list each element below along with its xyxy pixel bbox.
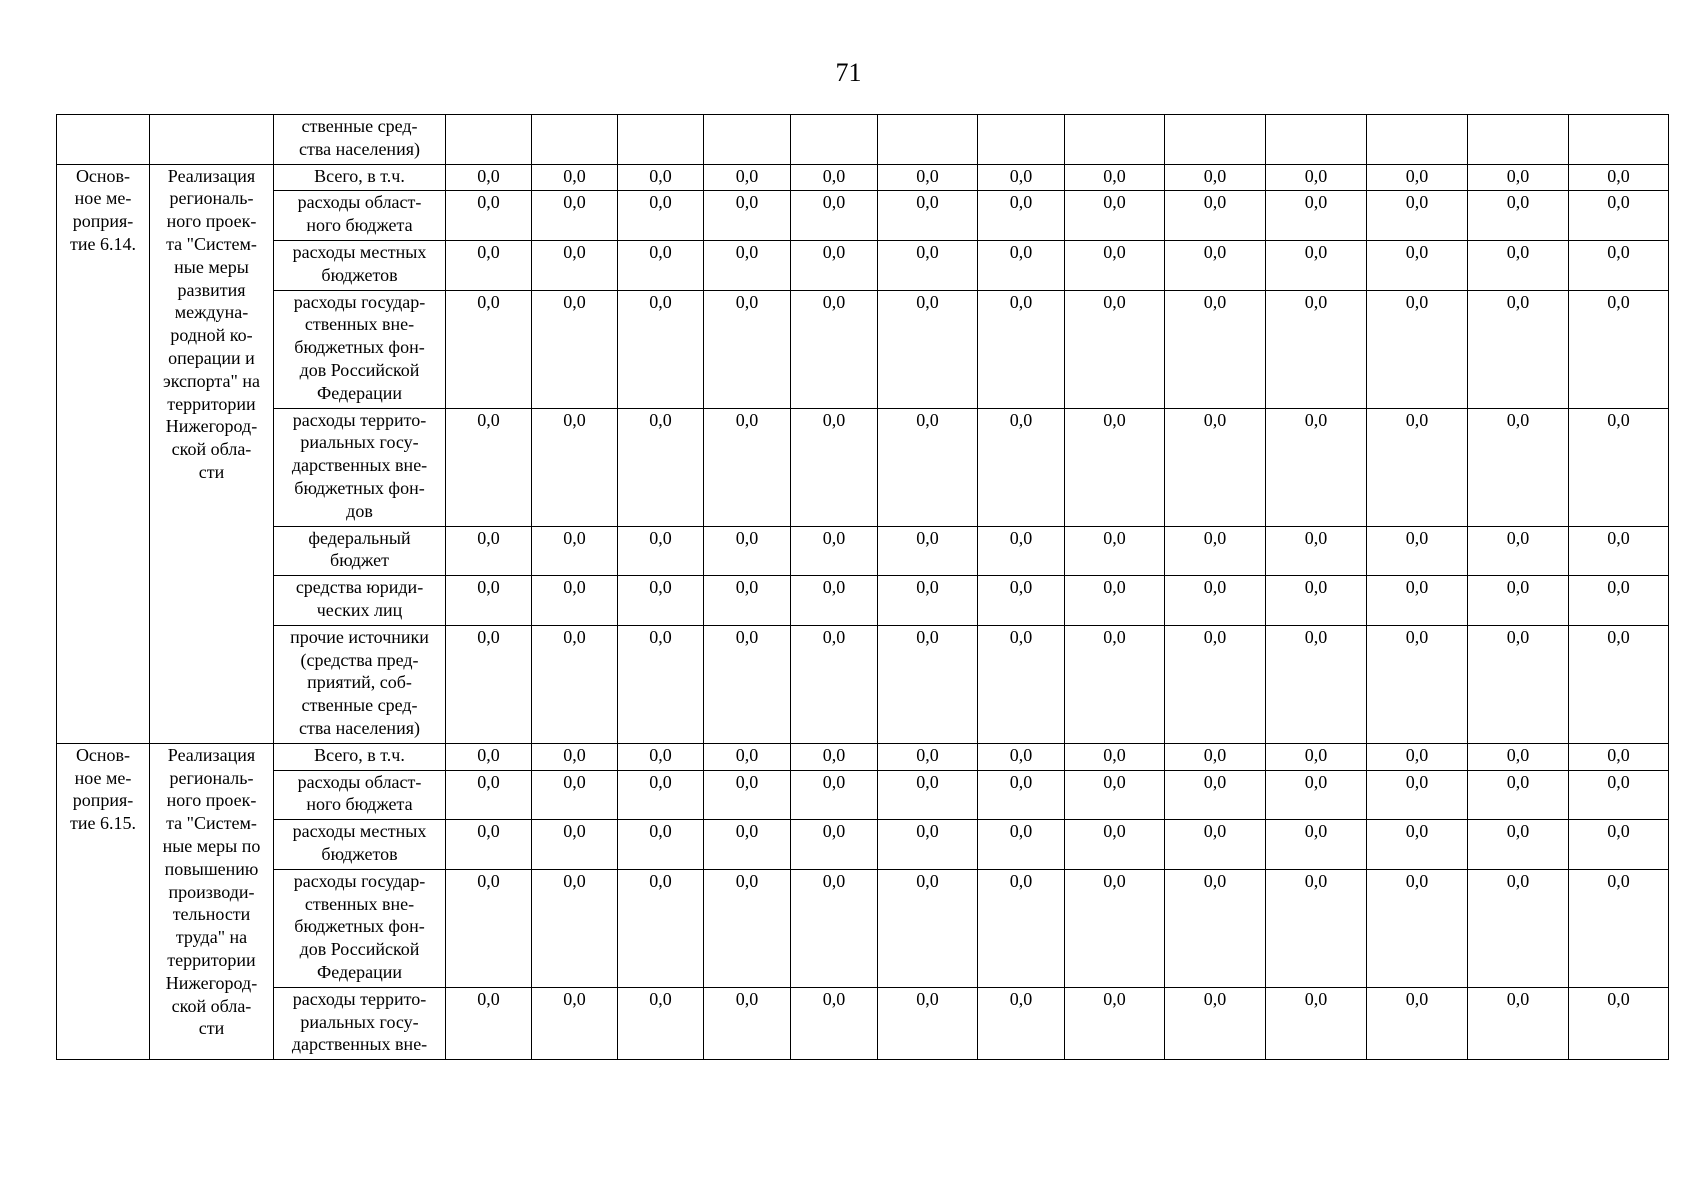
value-cell: 0,0 [791,770,878,820]
value-cell: 0,0 [1367,576,1468,626]
budget-table [56,114,1669,1060]
value-cell: 0,0 [878,987,978,1059]
funding-source-cell [274,164,446,191]
value-cell: 0,0 [1165,191,1266,241]
value-cell: 0,0 [1569,743,1669,770]
value-cell: 0,0 [878,290,978,408]
value-cell: 0,0 [704,191,791,241]
value-cell: 0,0 [1468,164,1569,191]
value-cell: 0,0 [1266,987,1367,1059]
value-cell: 0,0 [1165,164,1266,191]
value-cell: 0,0 [978,770,1065,820]
value-cell: 0,0 [446,770,532,820]
value-cell: 0,0 [878,164,978,191]
funding-source-label: расходы местных бюджетов [292,241,427,285]
value-cell: 0,0 [704,820,791,870]
value-cell: 0,0 [1165,240,1266,290]
value-cell: 0,0 [878,820,978,870]
table-row [57,987,1669,1059]
value-cell: 0,0 [1065,290,1165,408]
table-row [57,869,1669,987]
value-cell: 0,0 [1065,869,1165,987]
value-cell: 0,0 [878,408,978,526]
value-cell: 0,0 [978,526,1065,576]
value-cell: 0,0 [1367,987,1468,1059]
value-cell: 0,0 [1468,820,1569,870]
value-cell: 0,0 [791,408,878,526]
funding-source-label: расходы государ- ственных вне- бюджетных фон- дов Российской Федерации [293,291,426,403]
value-cell: 0,0 [1165,770,1266,820]
value-cell: 0,0 [1569,164,1669,191]
value-cell: 0,0 [1266,770,1367,820]
value-cell: 0,0 [1367,191,1468,241]
value-cell: 0,0 [1569,770,1669,820]
value-cell: 0,0 [978,191,1065,241]
value-cell: 0,0 [1065,164,1165,191]
value-cell: 0,0 [446,987,532,1059]
value-cell: 0,0 [1165,408,1266,526]
value-cell: 0,0 [446,164,532,191]
table-row-continuation [57,115,1669,165]
event-name: Реализация региональ- ного проек- та "Систем- ные меры развития междуна- родной ко- операции и экспорта" на территории Нижегород- ской обла- сти [163,165,260,482]
value-cell: 0,0 [532,625,618,743]
value-cell: 0,0 [446,408,532,526]
event-name-cell [150,743,274,1059]
value-cell: 0,0 [1065,408,1165,526]
value-cell: 0,0 [704,770,791,820]
funding-source-label: прочие источники (средства пред- приятий, соб- ственные сред- ства населения) [290,626,429,738]
value-cell: 0,0 [704,743,791,770]
value-cell: 0,0 [1165,526,1266,576]
value-cell: 0,0 [1065,576,1165,626]
value-cell: 0,0 [1065,191,1165,241]
value-cell: 0,0 [1468,576,1569,626]
funding-source-cell [274,987,446,1059]
value-cell: 0,0 [1468,987,1569,1059]
funding-source-cell [274,115,446,165]
value-cell: 0,0 [1266,625,1367,743]
value-cell: 0,0 [1367,820,1468,870]
value-cell: 0,0 [978,820,1065,870]
value-cell: 0,0 [1569,191,1669,241]
value-cell: 0,0 [1468,191,1569,241]
value-cell [1266,115,1367,165]
table-row [57,770,1669,820]
event-code-cell [57,115,150,165]
value-cell: 0,0 [1468,869,1569,987]
value-cell: 0,0 [1065,820,1165,870]
value-cell: 0,0 [1468,408,1569,526]
value-cell: 0,0 [1065,987,1165,1059]
value-cell: 0,0 [532,576,618,626]
value-cell: 0,0 [1266,290,1367,408]
table-row [57,743,1669,770]
value-cell: 0,0 [791,820,878,870]
value-cell: 0,0 [532,408,618,526]
value-cell: 0,0 [1165,869,1266,987]
value-cell [704,115,791,165]
table-row [57,526,1669,576]
value-cell: 0,0 [1569,576,1669,626]
value-cell: 0,0 [1468,526,1569,576]
value-cell: 0,0 [978,743,1065,770]
value-cell: 0,0 [446,869,532,987]
value-cell: 0,0 [1266,240,1367,290]
value-cell: 0,0 [618,820,704,870]
value-cell: 0,0 [978,408,1065,526]
value-cell: 0,0 [1367,290,1468,408]
funding-source-cell [274,625,446,743]
value-cell: 0,0 [1569,820,1669,870]
value-cell: 0,0 [1165,290,1266,408]
value-cell: 0,0 [1266,820,1367,870]
value-cell: 0,0 [1569,987,1669,1059]
value-cell: 0,0 [704,869,791,987]
value-cell: 0,0 [878,770,978,820]
value-cell: 0,0 [446,240,532,290]
funding-source-label: расходы област- ного бюджета [297,771,422,815]
value-cell [618,115,704,165]
value-cell [978,115,1065,165]
value-cell: 0,0 [704,164,791,191]
table-row [57,240,1669,290]
value-cell: 0,0 [978,625,1065,743]
value-cell: 0,0 [791,987,878,1059]
value-cell: 0,0 [791,576,878,626]
value-cell: 0,0 [532,526,618,576]
value-cell: 0,0 [704,240,791,290]
value-cell: 0,0 [791,743,878,770]
table-row [57,625,1669,743]
funding-source-label: ственные сред- ства населения) [299,116,420,159]
funding-source-label: федеральный бюджет [308,527,411,571]
value-cell: 0,0 [1569,625,1669,743]
value-cell: 0,0 [618,770,704,820]
value-cell: 0,0 [791,240,878,290]
value-cell [1569,115,1669,165]
value-cell: 0,0 [532,820,618,870]
funding-source-label: расходы террито- риальных госу- дарственных вне- бюджетных фон- дов [291,409,428,521]
value-cell: 0,0 [1367,240,1468,290]
value-cell: 0,0 [532,743,618,770]
funding-source-cell [274,869,446,987]
value-cell: 0,0 [878,869,978,987]
value-cell: 0,0 [978,240,1065,290]
value-cell: 0,0 [1569,240,1669,290]
funding-source-cell [274,770,446,820]
value-cell: 0,0 [1065,240,1165,290]
value-cell: 0,0 [978,987,1065,1059]
value-cell: 0,0 [1468,240,1569,290]
value-cell: 0,0 [1165,576,1266,626]
value-cell: 0,0 [978,576,1065,626]
value-cell: 0,0 [791,625,878,743]
value-cell: 0,0 [618,191,704,241]
value-cell: 0,0 [791,164,878,191]
value-cell: 0,0 [704,290,791,408]
value-cell: 0,0 [532,191,618,241]
value-cell: 0,0 [1165,743,1266,770]
value-cell: 0,0 [1165,820,1266,870]
value-cell: 0,0 [704,987,791,1059]
funding-source-cell [274,576,446,626]
value-cell [532,115,618,165]
funding-source-label: расходы государ- ственных вне- бюджетных фон- дов Российской Федерации [293,870,426,982]
event-code: Основ- ное ме- роприя- тие 6.14. [70,165,136,254]
value-cell [1367,115,1468,165]
value-cell: 0,0 [1065,526,1165,576]
value-cell: 0,0 [618,526,704,576]
event-name-cell [150,164,274,743]
value-cell: 0,0 [532,770,618,820]
value-cell: 0,0 [532,240,618,290]
value-cell: 0,0 [1266,869,1367,987]
event-name: Реализация региональ- ного проек- та "Систем- ные меры по повышению производи- тельности труда" на территории Нижегород- ской обла- сти [162,744,261,1039]
value-cell [446,115,532,165]
funding-source-label: расходы террито- риальных госу- дарственных вне- [291,988,428,1055]
value-cell: 0,0 [791,526,878,576]
funding-source-cell [274,820,446,870]
event-code-cell [57,743,150,1059]
value-cell: 0,0 [1569,526,1669,576]
value-cell: 0,0 [1266,743,1367,770]
value-cell: 0,0 [978,290,1065,408]
value-cell [1065,115,1165,165]
value-cell: 0,0 [618,408,704,526]
value-cell: 0,0 [1468,290,1569,408]
value-cell: 0,0 [1468,625,1569,743]
value-cell: 0,0 [1165,987,1266,1059]
event-code-cell [57,164,150,743]
value-cell: 0,0 [1266,191,1367,241]
event-name-cell [150,115,274,165]
value-cell: 0,0 [1266,408,1367,526]
funding-source-cell [274,526,446,576]
value-cell: 0,0 [1266,526,1367,576]
table-row [57,290,1669,408]
funding-source-label: Всего, в т.ч. [314,165,405,186]
value-cell: 0,0 [1065,625,1165,743]
value-cell: 0,0 [532,290,618,408]
value-cell: 0,0 [878,191,978,241]
table-row [57,576,1669,626]
funding-source-cell [274,290,446,408]
value-cell [791,115,878,165]
value-cell: 0,0 [1367,625,1468,743]
value-cell: 0,0 [446,290,532,408]
value-cell: 0,0 [1468,770,1569,820]
value-cell: 0,0 [878,743,978,770]
value-cell: 0,0 [1468,743,1569,770]
value-cell: 0,0 [704,576,791,626]
value-cell: 0,0 [618,290,704,408]
value-cell: 0,0 [791,191,878,241]
value-cell: 0,0 [446,743,532,770]
value-cell: 0,0 [1367,408,1468,526]
value-cell [878,115,978,165]
value-cell: 0,0 [1266,164,1367,191]
value-cell: 0,0 [791,290,878,408]
value-cell: 0,0 [532,987,618,1059]
table-row [57,408,1669,526]
value-cell: 0,0 [532,164,618,191]
value-cell [1468,115,1569,165]
value-cell: 0,0 [1367,770,1468,820]
table-row [57,164,1669,191]
page-number: 71 [835,58,862,87]
value-cell: 0,0 [618,869,704,987]
value-cell: 0,0 [704,625,791,743]
value-cell: 0,0 [1065,743,1165,770]
value-cell: 0,0 [878,526,978,576]
value-cell: 0,0 [791,869,878,987]
value-cell: 0,0 [618,576,704,626]
value-cell: 0,0 [1266,576,1367,626]
value-cell: 0,0 [446,526,532,576]
table-row [57,191,1669,241]
table-row [57,820,1669,870]
funding-source-cell [274,408,446,526]
funding-source-cell [274,240,446,290]
funding-source-label: расходы област- ного бюджета [297,192,422,236]
value-cell: 0,0 [978,164,1065,191]
funding-source-cell [274,191,446,241]
value-cell: 0,0 [446,625,532,743]
value-cell: 0,0 [878,625,978,743]
funding-source-label: Всего, в т.ч. [314,744,405,765]
value-cell: 0,0 [978,869,1065,987]
value-cell: 0,0 [446,576,532,626]
value-cell: 0,0 [618,987,704,1059]
funding-source-cell [274,743,446,770]
value-cell: 0,0 [1569,290,1669,408]
value-cell [1165,115,1266,165]
value-cell: 0,0 [1367,164,1468,191]
value-cell: 0,0 [1569,869,1669,987]
value-cell: 0,0 [704,526,791,576]
value-cell: 0,0 [1367,869,1468,987]
value-cell: 0,0 [878,240,978,290]
value-cell: 0,0 [878,576,978,626]
value-cell: 0,0 [446,820,532,870]
event-code: Основ- ное ме- роприя- тие 6.15. [70,744,136,834]
value-cell: 0,0 [618,625,704,743]
value-cell: 0,0 [704,408,791,526]
funding-source-label: средства юриди- ческих лиц [295,577,424,620]
value-cell: 0,0 [1065,770,1165,820]
value-cell: 0,0 [1569,408,1669,526]
value-cell: 0,0 [1367,743,1468,770]
value-cell: 0,0 [618,240,704,290]
value-cell: 0,0 [1165,625,1266,743]
value-cell: 0,0 [618,164,704,191]
value-cell: 0,0 [618,743,704,770]
value-cell: 0,0 [1367,526,1468,576]
value-cell: 0,0 [446,191,532,241]
funding-source-label: расходы местных бюджетов [292,821,427,864]
value-cell: 0,0 [532,869,618,987]
